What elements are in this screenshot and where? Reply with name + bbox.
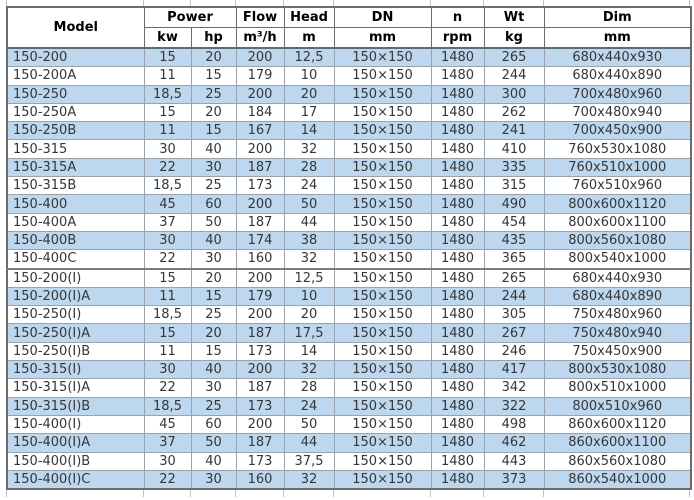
cell-flow: 160 xyxy=(236,250,284,269)
cell-n: 1480 xyxy=(431,48,484,67)
cell-model: 150-250A xyxy=(7,103,144,121)
gridline-stub xyxy=(190,489,191,497)
cell-dn: 150×150 xyxy=(334,397,431,415)
gridline-stub xyxy=(543,489,544,497)
cell-n: 1480 xyxy=(431,177,484,195)
header-power: Power xyxy=(144,7,236,28)
cell-head: 12,5 xyxy=(284,269,334,288)
cell-dn: 150×150 xyxy=(334,122,431,140)
table-row xyxy=(7,269,691,288)
table-header xyxy=(7,7,691,48)
cell-model: 150-400B xyxy=(7,231,144,249)
cell-flow: 167 xyxy=(236,122,284,140)
cell-kw: 15 xyxy=(144,324,191,342)
table-row xyxy=(7,103,691,121)
cell-hp: 15 xyxy=(191,342,236,360)
table-row xyxy=(7,415,691,433)
gridline-stub xyxy=(283,489,284,497)
cell-model: 150-400 xyxy=(7,195,144,213)
cell-n: 1480 xyxy=(431,158,484,176)
cell-wt: 244 xyxy=(484,67,544,85)
header-unit-n: rpm xyxy=(431,28,484,49)
cell-wt: 315 xyxy=(484,177,544,195)
cell-wt: 417 xyxy=(484,361,544,379)
header-unit-flow: m³/h xyxy=(236,28,284,49)
cell-dn: 150×150 xyxy=(334,324,431,342)
cell-hp: 25 xyxy=(191,397,236,415)
cell-kw: 22 xyxy=(144,470,191,489)
cell-kw: 15 xyxy=(144,269,191,288)
cell-wt: 498 xyxy=(484,415,544,433)
cell-model: 150-400(I)A xyxy=(7,434,144,452)
cell-hp: 30 xyxy=(191,158,236,176)
cell-flow: 173 xyxy=(236,342,284,360)
cell-kw: 11 xyxy=(144,287,191,305)
cell-head: 32 xyxy=(284,250,334,269)
cell-flow: 187 xyxy=(236,434,284,452)
cell-head: 32 xyxy=(284,470,334,489)
cell-dim: 800x540x1000 xyxy=(544,250,691,269)
cell-hp: 30 xyxy=(191,379,236,397)
cell-flow: 200 xyxy=(236,140,284,158)
cell-dn: 150×150 xyxy=(334,177,431,195)
cell-hp: 40 xyxy=(191,231,236,249)
cell-n: 1480 xyxy=(431,361,484,379)
table-row xyxy=(7,470,691,489)
cell-dim: 860x540x1000 xyxy=(544,470,691,489)
header-flow: Flow xyxy=(236,7,284,28)
cell-dim: 750x480x940 xyxy=(544,324,691,342)
header-unit-hp: hp xyxy=(191,28,236,49)
cell-flow: 179 xyxy=(236,67,284,85)
cell-dn: 150×150 xyxy=(334,342,431,360)
cell-wt: 373 xyxy=(484,470,544,489)
cell-head: 20 xyxy=(284,306,334,324)
cell-dim: 760x530x1080 xyxy=(544,140,691,158)
cell-head: 38 xyxy=(284,231,334,249)
cell-dn: 150×150 xyxy=(334,415,431,433)
cell-head: 24 xyxy=(284,397,334,415)
cell-dn: 150×150 xyxy=(334,67,431,85)
cell-model: 150-400(I)C xyxy=(7,470,144,489)
cell-n: 1480 xyxy=(431,342,484,360)
cell-hp: 50 xyxy=(191,213,236,231)
cell-model: 150-200 xyxy=(7,48,144,67)
cell-head: 24 xyxy=(284,177,334,195)
cell-dn: 150×150 xyxy=(334,250,431,269)
cell-hp: 15 xyxy=(191,122,236,140)
cell-model: 150-250(I) xyxy=(7,306,144,324)
table-row xyxy=(7,452,691,470)
cell-dim: 800x600x1120 xyxy=(544,195,691,213)
cell-kw: 18,5 xyxy=(144,85,191,103)
cell-hp: 25 xyxy=(191,306,236,324)
cell-dim: 750x480x960 xyxy=(544,306,691,324)
cell-dim: 700x450x900 xyxy=(544,122,691,140)
cell-hp: 25 xyxy=(191,85,236,103)
cell-kw: 30 xyxy=(144,231,191,249)
cell-dim: 860x600x1120 xyxy=(544,415,691,433)
cell-dn: 150×150 xyxy=(334,306,431,324)
header-wt: Wt xyxy=(484,7,544,28)
cell-dim: 800x560x1080 xyxy=(544,231,691,249)
cell-kw: 15 xyxy=(144,48,191,67)
table-row xyxy=(7,140,691,158)
gridline-stub xyxy=(143,489,144,497)
cell-wt: 246 xyxy=(484,342,544,360)
cell-n: 1480 xyxy=(431,122,484,140)
table-row xyxy=(7,195,691,213)
cell-flow: 200 xyxy=(236,306,284,324)
cell-n: 1480 xyxy=(431,434,484,452)
header-dn: DN xyxy=(334,7,431,28)
cell-head: 44 xyxy=(284,434,334,452)
table-row xyxy=(7,434,691,452)
cell-head: 17 xyxy=(284,103,334,121)
cell-dn: 150×150 xyxy=(334,140,431,158)
cell-hp: 20 xyxy=(191,324,236,342)
cell-head: 44 xyxy=(284,213,334,231)
cell-hp: 20 xyxy=(191,269,236,288)
cell-flow: 174 xyxy=(236,231,284,249)
cell-kw: 18,5 xyxy=(144,397,191,415)
header-unit-head: m xyxy=(284,28,334,49)
cell-wt: 305 xyxy=(484,306,544,324)
cell-kw: 22 xyxy=(144,158,191,176)
cell-wt: 265 xyxy=(484,48,544,67)
cell-wt: 335 xyxy=(484,158,544,176)
cell-flow: 187 xyxy=(236,213,284,231)
cell-head: 12,5 xyxy=(284,48,334,67)
gridline-stub xyxy=(689,489,690,497)
cell-flow: 200 xyxy=(236,48,284,67)
cell-dim: 800x510x960 xyxy=(544,397,691,415)
table-row xyxy=(7,67,691,85)
cell-flow: 187 xyxy=(236,158,284,176)
cell-kw: 11 xyxy=(144,342,191,360)
cell-kw: 37 xyxy=(144,434,191,452)
cell-model: 150-315(I) xyxy=(7,361,144,379)
cell-n: 1480 xyxy=(431,452,484,470)
cell-n: 1480 xyxy=(431,231,484,249)
cell-flow: 173 xyxy=(236,452,284,470)
table-row xyxy=(7,324,691,342)
table-row xyxy=(7,342,691,360)
cell-flow: 200 xyxy=(236,269,284,288)
cell-flow: 160 xyxy=(236,470,284,489)
cell-kw: 11 xyxy=(144,122,191,140)
cell-n: 1480 xyxy=(431,470,484,489)
cell-wt: 241 xyxy=(484,122,544,140)
cell-dim: 800x530x1080 xyxy=(544,361,691,379)
cell-model: 150-400(I)B xyxy=(7,452,144,470)
table-body xyxy=(7,48,691,489)
cell-hp: 15 xyxy=(191,287,236,305)
cell-kw: 18,5 xyxy=(144,177,191,195)
cell-model: 150-250(I)A xyxy=(7,324,144,342)
cell-dim: 680x440x930 xyxy=(544,269,691,288)
cell-hp: 60 xyxy=(191,415,236,433)
cell-wt: 265 xyxy=(484,269,544,288)
cell-wt: 435 xyxy=(484,231,544,249)
cell-n: 1480 xyxy=(431,195,484,213)
cell-head: 50 xyxy=(284,195,334,213)
cell-kw: 30 xyxy=(144,452,191,470)
cell-head: 20 xyxy=(284,85,334,103)
cell-dn: 150×150 xyxy=(334,269,431,288)
cell-hp: 20 xyxy=(191,48,236,67)
cell-head: 17,5 xyxy=(284,324,334,342)
cell-kw: 37 xyxy=(144,213,191,231)
cell-head: 28 xyxy=(284,379,334,397)
cell-wt: 342 xyxy=(484,379,544,397)
cell-model: 150-250(I)B xyxy=(7,342,144,360)
cell-n: 1480 xyxy=(431,269,484,288)
cell-model: 150-315(I)B xyxy=(7,397,144,415)
table-row xyxy=(7,361,691,379)
cell-flow: 200 xyxy=(236,361,284,379)
cell-head: 32 xyxy=(284,361,334,379)
cell-wt: 244 xyxy=(484,287,544,305)
cell-kw: 45 xyxy=(144,415,191,433)
cell-n: 1480 xyxy=(431,250,484,269)
table-row xyxy=(7,213,691,231)
cell-kw: 11 xyxy=(144,67,191,85)
header-unit-wt: kg xyxy=(484,28,544,49)
cell-hp: 40 xyxy=(191,361,236,379)
table-row xyxy=(7,287,691,305)
cell-model: 150-315(I)A xyxy=(7,379,144,397)
header-unit-dn: mm xyxy=(334,28,431,49)
cell-flow: 184 xyxy=(236,103,284,121)
cell-dn: 150×150 xyxy=(334,361,431,379)
header-head: Head xyxy=(284,7,334,28)
gridline-stub xyxy=(235,489,236,497)
cell-model: 150-315 xyxy=(7,140,144,158)
cell-wt: 490 xyxy=(484,195,544,213)
cell-wt: 322 xyxy=(484,397,544,415)
table-row xyxy=(7,250,691,269)
cell-kw: 45 xyxy=(144,195,191,213)
cell-kw: 30 xyxy=(144,140,191,158)
cell-dim: 800x600x1100 xyxy=(544,213,691,231)
gridline-stub xyxy=(6,489,7,497)
table-row xyxy=(7,177,691,195)
table-row xyxy=(7,158,691,176)
pump-spec-table xyxy=(6,6,692,490)
cell-hp: 30 xyxy=(191,250,236,269)
cell-dim: 680x440x930 xyxy=(544,48,691,67)
cell-n: 1480 xyxy=(431,85,484,103)
cell-hp: 40 xyxy=(191,140,236,158)
cell-dn: 150×150 xyxy=(334,434,431,452)
cell-head: 37,5 xyxy=(284,452,334,470)
cell-hp: 20 xyxy=(191,103,236,121)
cell-n: 1480 xyxy=(431,415,484,433)
cell-model: 150-200A xyxy=(7,67,144,85)
cell-flow: 187 xyxy=(236,324,284,342)
table-row xyxy=(7,379,691,397)
header-n: n xyxy=(431,7,484,28)
header-model: Model xyxy=(7,7,144,48)
cell-dn: 150×150 xyxy=(334,158,431,176)
cell-n: 1480 xyxy=(431,379,484,397)
cell-dn: 150×150 xyxy=(334,452,431,470)
cell-dim: 750x450x900 xyxy=(544,342,691,360)
cell-dim: 700x480x960 xyxy=(544,85,691,103)
cell-n: 1480 xyxy=(431,306,484,324)
cell-head: 10 xyxy=(284,67,334,85)
cell-wt: 410 xyxy=(484,140,544,158)
cell-n: 1480 xyxy=(431,287,484,305)
cell-dim: 700x480x940 xyxy=(544,103,691,121)
gridline-stub xyxy=(430,489,431,497)
table-row xyxy=(7,85,691,103)
cell-hp: 15 xyxy=(191,67,236,85)
cell-dn: 150×150 xyxy=(334,287,431,305)
cell-kw: 22 xyxy=(144,250,191,269)
cell-flow: 187 xyxy=(236,379,284,397)
cell-n: 1480 xyxy=(431,140,484,158)
gridline-stub xyxy=(483,489,484,497)
cell-wt: 262 xyxy=(484,103,544,121)
cell-kw: 15 xyxy=(144,103,191,121)
cell-kw: 30 xyxy=(144,361,191,379)
cell-head: 50 xyxy=(284,415,334,433)
cell-head: 28 xyxy=(284,158,334,176)
cell-n: 1480 xyxy=(431,324,484,342)
cell-dim: 860x600x1100 xyxy=(544,434,691,452)
cell-wt: 267 xyxy=(484,324,544,342)
cell-head: 10 xyxy=(284,287,334,305)
cell-head: 14 xyxy=(284,122,334,140)
cell-hp: 40 xyxy=(191,452,236,470)
cell-flow: 173 xyxy=(236,177,284,195)
cell-model: 150-200(I) xyxy=(7,269,144,288)
table-row xyxy=(7,397,691,415)
cell-wt: 365 xyxy=(484,250,544,269)
cell-n: 1480 xyxy=(431,213,484,231)
cell-wt: 443 xyxy=(484,452,544,470)
cell-dim: 760x510x1000 xyxy=(544,158,691,176)
cell-flow: 173 xyxy=(236,397,284,415)
cell-hp: 25 xyxy=(191,177,236,195)
cell-flow: 200 xyxy=(236,195,284,213)
cell-dim: 760x510x960 xyxy=(544,177,691,195)
cell-n: 1480 xyxy=(431,103,484,121)
gridline-stub xyxy=(333,489,334,497)
cell-model: 150-400C xyxy=(7,250,144,269)
cell-model: 150-250B xyxy=(7,122,144,140)
cell-dim: 800x510x1000 xyxy=(544,379,691,397)
header-unit-dim: mm xyxy=(544,28,691,49)
header-dim: Dim xyxy=(544,7,691,28)
cell-dn: 150×150 xyxy=(334,103,431,121)
cell-flow: 179 xyxy=(236,287,284,305)
cell-hp: 60 xyxy=(191,195,236,213)
table-row xyxy=(7,48,691,67)
header-row-top xyxy=(7,7,691,28)
cell-model: 150-250 xyxy=(7,85,144,103)
cell-model: 150-315B xyxy=(7,177,144,195)
table-row xyxy=(7,122,691,140)
cell-hp: 30 xyxy=(191,470,236,489)
cell-dn: 150×150 xyxy=(334,213,431,231)
table-row xyxy=(7,231,691,249)
cell-dn: 150×150 xyxy=(334,48,431,67)
table-row xyxy=(7,306,691,324)
cell-dim: 860x560x1080 xyxy=(544,452,691,470)
cell-dn: 150×150 xyxy=(334,85,431,103)
cell-model: 150-400(I) xyxy=(7,415,144,433)
cell-hp: 50 xyxy=(191,434,236,452)
cell-flow: 200 xyxy=(236,415,284,433)
cell-dn: 150×150 xyxy=(334,379,431,397)
cell-head: 32 xyxy=(284,140,334,158)
cell-flow: 200 xyxy=(236,85,284,103)
cell-kw: 22 xyxy=(144,379,191,397)
cell-wt: 454 xyxy=(484,213,544,231)
cell-dn: 150×150 xyxy=(334,231,431,249)
cell-wt: 462 xyxy=(484,434,544,452)
cell-dim: 680x440x890 xyxy=(544,287,691,305)
cell-model: 150-400A xyxy=(7,213,144,231)
cell-kw: 18,5 xyxy=(144,306,191,324)
cell-dim: 680x440x890 xyxy=(544,67,691,85)
cell-model: 150-200(I)A xyxy=(7,287,144,305)
cell-n: 1480 xyxy=(431,397,484,415)
cell-dn: 150×150 xyxy=(334,470,431,489)
header-unit-kw: kw xyxy=(144,28,191,49)
cell-n: 1480 xyxy=(431,67,484,85)
cell-wt: 300 xyxy=(484,85,544,103)
cell-dn: 150×150 xyxy=(334,195,431,213)
cell-head: 14 xyxy=(284,342,334,360)
cell-model: 150-315A xyxy=(7,158,144,176)
